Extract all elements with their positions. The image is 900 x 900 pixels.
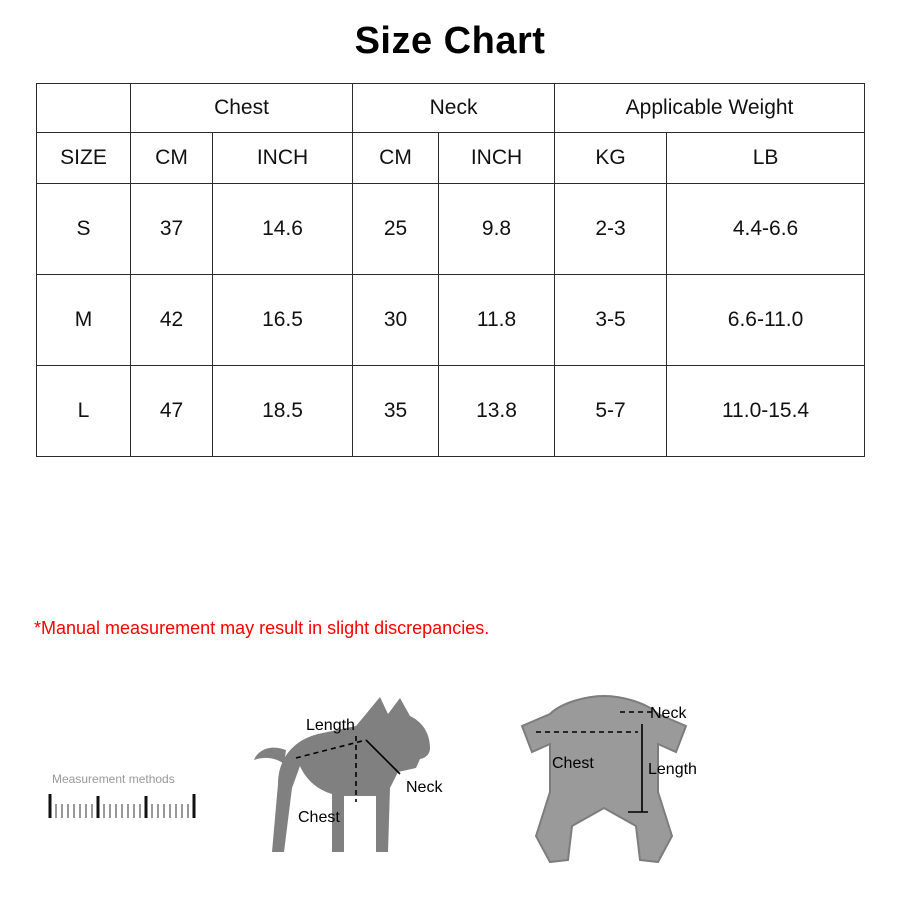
coat-length-label: Length [648, 761, 697, 778]
group-header-neck: Neck [353, 84, 555, 133]
sub-header-size: SIZE [37, 133, 131, 184]
cell-chest-cm: 47 [131, 366, 213, 457]
sub-header-weight-lb: LB [667, 133, 865, 184]
table-row [37, 184, 865, 275]
cell-weight-kg: 2-3 [555, 184, 667, 275]
dog-measurement-diagram [248, 692, 478, 887]
size-table [36, 83, 865, 457]
dog-length-label: Length [306, 717, 355, 734]
cell-neck-cm: 30 [353, 275, 439, 366]
figures-section [0, 672, 900, 900]
coat-chest-label: Chest [552, 755, 594, 772]
cell-neck-inch: 9.8 [439, 184, 555, 275]
disclaimer-note: *Manual measurement may result in slight discrepancies. [34, 618, 490, 638]
cell-chest-cm: 42 [131, 275, 213, 366]
table-group-header-row [37, 84, 865, 133]
cell-neck-cm: 25 [353, 184, 439, 275]
cell-weight-kg: 5-7 [555, 366, 667, 457]
cell-chest-cm: 37 [131, 184, 213, 275]
page-title: Size Chart [354, 20, 546, 62]
cell-chest-inch: 14.6 [213, 184, 353, 275]
group-header-weight: Applicable Weight [555, 84, 865, 133]
cell-neck-cm: 35 [353, 366, 439, 457]
coat-measurement-diagram [490, 686, 720, 891]
cell-size: L [37, 366, 131, 457]
sub-header-chest-inch: INCH [213, 133, 353, 184]
cell-weight-kg: 3-5 [555, 275, 667, 366]
coat-neck-label: Neck [650, 705, 687, 722]
cell-chest-inch: 18.5 [213, 366, 353, 457]
cell-size: M [37, 275, 131, 366]
table-sub-header-row [37, 133, 865, 184]
table-row [37, 366, 865, 457]
cell-weight-lb: 4.4-6.6 [667, 184, 865, 275]
measurement-methods-block [48, 772, 208, 818]
group-header-chest: Chest [131, 84, 353, 133]
cell-neck-inch: 11.8 [439, 275, 555, 366]
size-table-container [36, 83, 864, 457]
sub-header-neck-inch: INCH [439, 133, 555, 184]
table-row [37, 275, 865, 366]
cell-neck-inch: 13.8 [439, 366, 555, 457]
dog-neck-label: Neck [406, 779, 443, 796]
cell-weight-lb: 6.6-11.0 [667, 275, 865, 366]
sub-header-chest-cm: CM [131, 133, 213, 184]
cell-weight-lb: 11.0-15.4 [667, 366, 865, 457]
measurement-methods-label: Measurement methods [52, 772, 175, 786]
sub-header-neck-cm: CM [353, 133, 439, 184]
sub-header-weight-kg: KG [555, 133, 667, 184]
dog-chest-label: Chest [298, 809, 340, 826]
ruler-icon [48, 792, 200, 818]
group-header-blank [37, 84, 131, 133]
cell-size: S [37, 184, 131, 275]
cell-chest-inch: 16.5 [213, 275, 353, 366]
